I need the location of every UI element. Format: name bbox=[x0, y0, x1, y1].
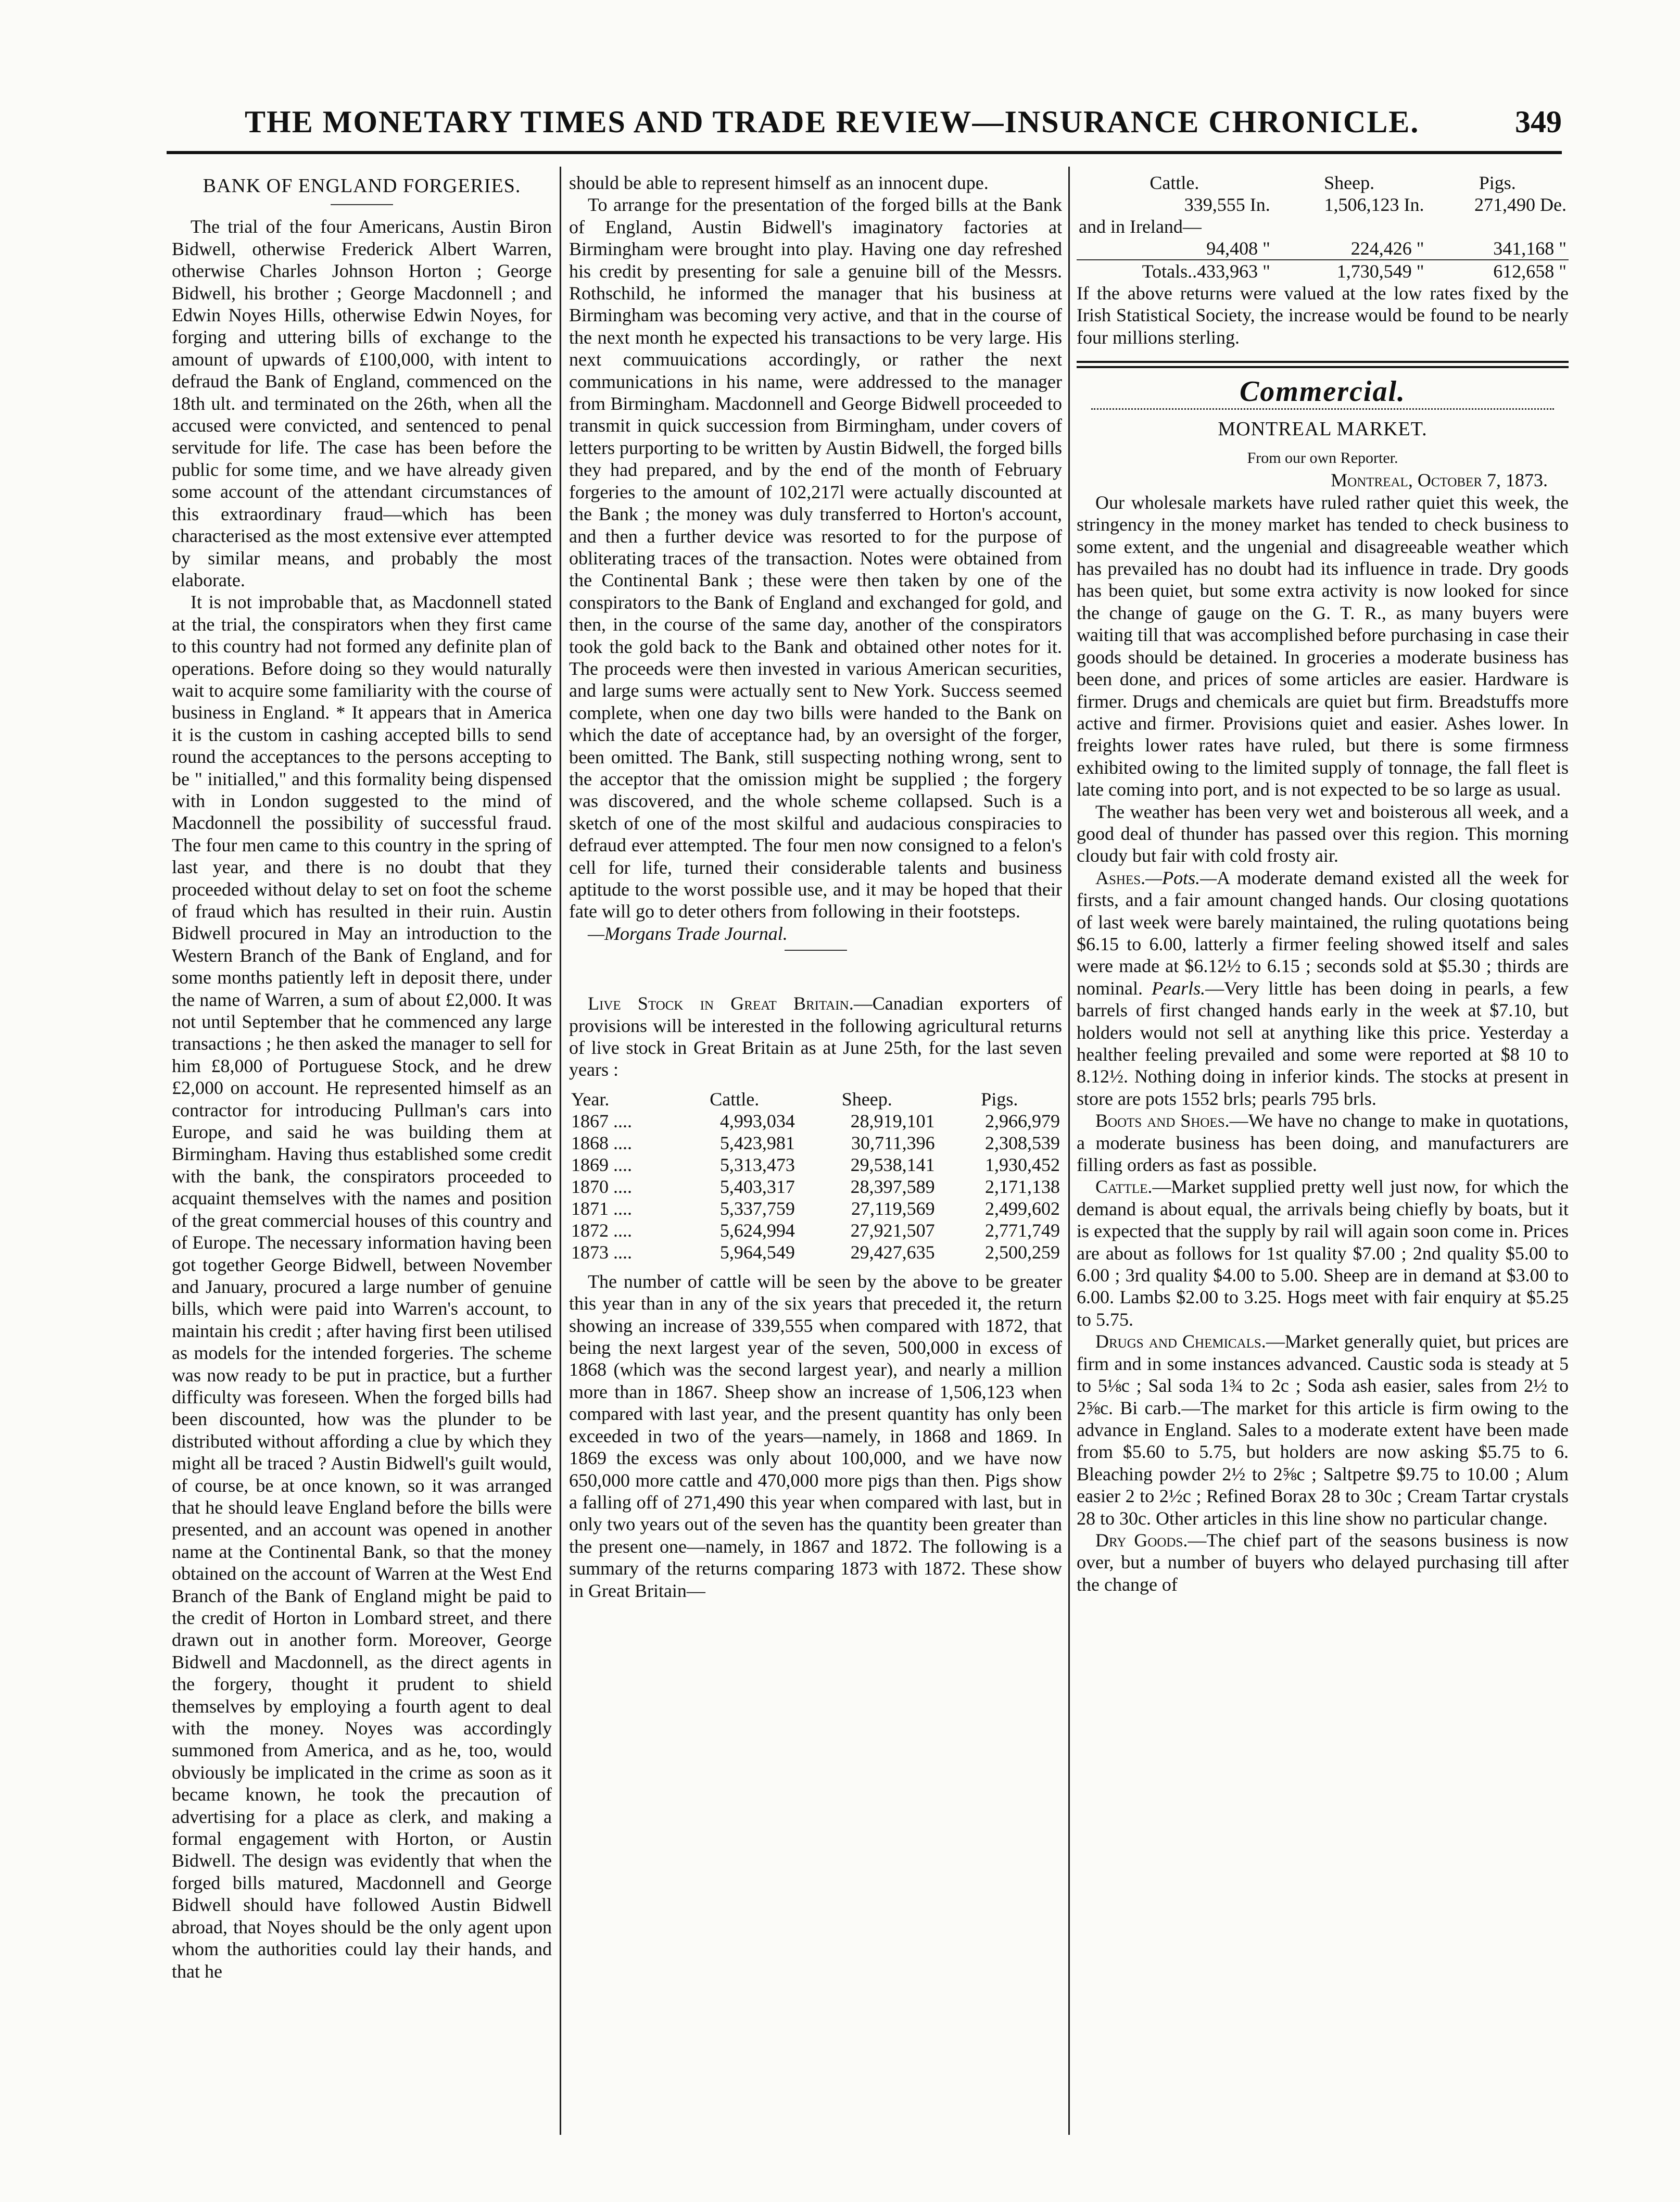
livestock-table-row bbox=[569, 1198, 1062, 1219]
totals-row bbox=[1077, 260, 1569, 282]
summary-row bbox=[1077, 237, 1569, 260]
summary-header-pigs: Pigs. bbox=[1479, 172, 1516, 193]
summary-cell: 341,168 " bbox=[1493, 238, 1567, 259]
summary-header-row bbox=[1077, 172, 1569, 194]
livestock-table-row bbox=[569, 1154, 1062, 1176]
column-rule-1 bbox=[560, 167, 561, 2135]
livestock-table-cell: 2,499,602 bbox=[985, 1198, 1060, 1219]
section-double-rule bbox=[1077, 361, 1569, 368]
livestock-intro: —Canadian exporters of provisions will be interested in the following agricultural returns of live stock in Great Britain as at June 25th, for the last seven years : bbox=[569, 993, 1062, 1080]
ireland-label: and in Ireland— bbox=[1079, 216, 1202, 237]
article-paragraph: To arrange for the presentation of the forged bills at the Bank of England, Austin Bidwell's imaginatory factories at Birmingham were brought into play. Having one day refreshed his credit by presenting for sale a genuine bill of the Messrs. Rothschild, he informed the manager that his business at Birmingham was becoming very active, and that in the course of the next month he expected his transactions to be very large. His next commuuications accordingly, or rather the next communications in his name, were addressed to the manager from Birmingham. Macdonnell and George Bidwell proceeded to transmit in quick succession from Birmingham, under covers of letters purporting to be written by Austin Bidwell, the forged bills they had prepared, and by the end of the month of February forgeries to the amount of 102,217l were actually discounted at the Bank ; the money was duly transferred to Horton's account, and then a further device was resorted to for the purpose of obliterating traces of the transaction. Notes were obtained from the Continental Bank ; these were then taken by one of the conspirators to the Bank of England and exchanged for gold, and then, in the course of the same day, another of the conspirators took the gold back to the Bank and obtained other notes for it. The proceeds were then invested in various American securities, and large sums were actually sent to New York. Success seemed complete, when one day two bills were handed to the Bank on which the date of acceptance had, by an oversight of the forger, been omitted. The Bank, still suspecting nothing wrong, sent to the acceptor that the omission might be supplied ; the forgery was discovered, and the whole scheme collapsed. Such is a sketch of one of the most skilful and audacious conspiracies to defraud ever attempted. The four men now consigned to a felon's cell for life, turned their considerable talents and business aptitude to the worst possible use, and it may be hoped that their fate will go to deter others from following in their footsteps. bbox=[569, 194, 1062, 922]
totals-cell: 612,658 " bbox=[1426, 260, 1569, 282]
livestock-table-cell: 2,500,259 bbox=[985, 1241, 1060, 1263]
livestock-table-row bbox=[569, 1241, 1062, 1263]
ashes-text: A moderate demand existed all the week for firsts, and a fair amount changed hands. Our closing quotations of last week were barely maintained, the ruling quotations being $6.15 to 6.00, latterly a firmer feeling showed itself and sales were made at $6.12½ to 6.15 ; seconds sold at $5.30 ; thirds are nominal. bbox=[1077, 867, 1569, 999]
livestock-table-row bbox=[569, 1110, 1062, 1132]
livestock-table-cell: 5,337,759 bbox=[719, 1198, 795, 1219]
livestock-table-cell: 1869 .... bbox=[571, 1154, 632, 1175]
livestock-table-row bbox=[569, 1219, 1062, 1241]
livestock-table-row bbox=[569, 1176, 1062, 1198]
drugs-text: —Market generally quiet, but prices are firm and in some instances advanced. Caustic soda is steady at 5 to 5⅛c ; Sal soda 1¾ to 2c ; Soda ash easier, sales from 2½ to 2⅝c. Bi carb.—The market for this article is firm owing to the advance in England. Sales to a moderate extent have been made from $5.60 to 5.75, but holders are now asking $5.75 to 6. Bleaching powder 2½ to 2⅝c ; Saltpetre $9.75 to 10.00 ; Alum easier 2 to 2½c ; Refined Borax 28 to 30c ; Cream Tartar crystals 28 to 30c. Other articles in this line show no particular change. bbox=[1077, 1331, 1569, 1529]
column-header-sheep: Sheep. bbox=[841, 1088, 892, 1110]
livestock-lead: Live Stock in Great Britain. bbox=[588, 993, 854, 1014]
cattle-lead: Cattle. bbox=[1095, 1176, 1153, 1198]
dry-goods-text: —The chief part of the seasons business is now over, but a number of buyers who delayed purchasing till after the change of bbox=[1077, 1529, 1569, 1595]
pearls-text: —Very little has been doing in pearls, a few barrels of first changed hands early in the week at $7.10, but holders would not sell at anything like this price. Yesterday a healther feeling prevailed and some were reported at $8 10 to 8.12½. Nothing doing in inferior kinds. The stocks at present in store are pots 1552 brls; pearls 795 brls. bbox=[1077, 977, 1569, 1109]
column-3 bbox=[1077, 172, 1569, 2130]
article-source bbox=[569, 923, 1062, 945]
summary-header-sheep: Sheep. bbox=[1324, 172, 1375, 193]
article-paragraph: It is not improbable that, as Macdonnell stated at the trial, the conspirators when they first came to this country had not formed any definite plan of operations. Before doing so they would naturally wait to acquire some familiarity with the course of business in England. * It appears that in America it is the custom in cashing accepted bills to send round the acceptances to the persons accepting to be " initialled," and this formality being dispensed with in London suggested to the mind of Macdonnell the possibility of successful fraud. The four men came to this country in the spring of last year, and there is no doubt that they proceeded without delay to set on foot the scheme of fraud which has resulted in their ruin. Austin Bidwell procured in May an introduction to the Western Branch of the Bank of England, and for some months patiently left in deposit there, under the name of Warren, a sum of about £2,000. It was not until September that he commenced any large transactions ; he then asked the manager to sell for him £8,000 of Portuguese Stock, and he drew £2,000 on account. He represented himself as an contractor for introducing Pullman's cars into Europe, and said he was building them at Birmingham. Having thus established some credit with the bank, the conspirators proceeded to acquaint themselves with the names and position of the great commercial houses of this country and of Europe. The necessary information having been got together George Bidwell, between November and January, procured a large number of genuine bills, which were paid into Warren's account, to maintain his credit ; after having first been utilised as models for the intended forgeries. The scheme was now ready to be put in practice, but a further difficulty was foreseen. When the forged bills had been discounted, how was the plunder to be distributed without affording a clue by which they might all be traced ? Austin Bidwell's guilt would, of course, be at once known, so it was arranged that he should leave England before the bills were presented, and an account was opened in another name at the Continental Bank, so that the money obtained on the account of Warren at the West End Branch of the Bank of England might be paid to the credit of Horton in Lombard street, and there drawn out in another form. Moreover, George Bidwell and Macdonnell, as the direct agents in the forgery, thought it prudent to shield themselves by employing a fourth agent to deal with the money. Noyes was accordingly summoned from America, and as he, too, would obviously be implicated in the crime as soon as it became known, he took the precaution of advertising for a place as clerk, and making a formal engagement with Horton, or Austin Bidwell. The design was evidently that when the forged bills matured, Macdonnell and George Bidwell should have followed Austin Bidwell abroad, that Noyes should be the only agent upon whom the authorities could lay their hands, and that he bbox=[172, 592, 552, 1982]
livestock-table-row bbox=[569, 1132, 1062, 1154]
livestock-table-cell: 27,921,507 bbox=[850, 1219, 935, 1241]
boots-text: —We have no change to make in quotations, a moderate business has been doing, and manufacturers are filling orders as fast as possible. bbox=[1077, 1110, 1569, 1176]
boots-paragraph bbox=[1077, 1110, 1569, 1176]
cattle-paragraph bbox=[1077, 1176, 1569, 1330]
livestock-table-cell: 28,919,101 bbox=[850, 1110, 935, 1131]
reporter-credit: From our own Reporter. bbox=[1247, 449, 1398, 467]
column-2 bbox=[569, 172, 1062, 2130]
header-rule bbox=[167, 151, 1562, 154]
dry-goods-lead: Dry Goods. bbox=[1095, 1529, 1188, 1551]
livestock-table-cell: 1867 .... bbox=[571, 1110, 632, 1131]
summary-cell: 271,490 De. bbox=[1474, 194, 1567, 215]
article-paragraph: Our wholesale markets have ruled rather quiet this week, the stringency in the money market has tended to check business to some extent, and the ungenial and disagreeable weather which has prevailed has no doubt had its influence in trade. Dry goods has been quiet, but some extra activity is now looked for since the change of gauge on the G. T. R., as many buyers were waiting till that was accomplished before purchasing in case their goods should be detained. In groceries a moderate business has been done, and prices of some articles are easier. Hardware is firmer. Drugs and chemicals are quiet but firm. Breadstuffs more active and firmer. Provisions quiet and easier. Ashes lower. In freights lower rates have ruled, but there is some firmness exhibited owing to the limited supply of tonnage, the fall fleet is late coming into port, and is not expected to be so large as usual. bbox=[1077, 492, 1569, 800]
livestock-table-cell: 1,930,452 bbox=[985, 1154, 1060, 1175]
livestock-table-cell: 5,403,317 bbox=[719, 1176, 795, 1197]
section-title: Commercial. bbox=[1239, 375, 1406, 408]
totals-cell: Totals..433,963 " bbox=[1077, 260, 1272, 282]
livestock-table-header bbox=[569, 1088, 1062, 1110]
column-header-cattle: Cattle. bbox=[710, 1088, 760, 1110]
article-heading: BANK OF ENGLAND FORGERIES. bbox=[203, 175, 521, 197]
livestock-table-cell: 1872 .... bbox=[571, 1219, 632, 1241]
livestock-table-cell: 27,119,569 bbox=[851, 1198, 935, 1219]
livestock-table-cell: 2,171,138 bbox=[985, 1176, 1060, 1197]
article-paragraph: should be able to represent himself as an innocent dupe. bbox=[569, 172, 989, 193]
summary-cell: 94,408 " bbox=[1206, 238, 1270, 259]
pearls-sub: Pearls. bbox=[1152, 977, 1206, 999]
summary-table bbox=[1077, 172, 1569, 282]
summary-cell: 224,426 " bbox=[1350, 238, 1424, 259]
running-head bbox=[156, 104, 1562, 151]
column-rule-2 bbox=[1068, 167, 1070, 2135]
livestock-table-cell: 1868 .... bbox=[571, 1132, 632, 1153]
livestock-table-cell: 2,308,539 bbox=[985, 1132, 1060, 1153]
livestock-table-cell: 5,313,473 bbox=[719, 1154, 795, 1175]
ornamental-rule bbox=[1091, 408, 1553, 410]
livestock-table-cell: 4,993,034 bbox=[719, 1110, 795, 1131]
livestock-table-cell: 1873 .... bbox=[571, 1241, 632, 1263]
boots-lead: Boots and Shoes. bbox=[1095, 1110, 1230, 1131]
article-paragraph: The weather has been very wet and boisterous all week, and a good deal of thunder has passed over this region. This morning cloudy but fair with cold frosty air. bbox=[1077, 801, 1569, 866]
livestock-table-cell: 2,966,979 bbox=[985, 1110, 1060, 1131]
page-number: 349 bbox=[1515, 105, 1562, 139]
ireland-label-row bbox=[1077, 216, 1569, 237]
summary-header-cattle: Cattle. bbox=[1150, 172, 1199, 193]
spacer bbox=[569, 961, 1062, 992]
ashes-sub: —Pots.— bbox=[1145, 867, 1217, 888]
livestock-table-cell: 5,964,549 bbox=[719, 1241, 795, 1263]
column-1 bbox=[172, 172, 552, 2130]
livestock-table-cell: 5,423,981 bbox=[719, 1132, 795, 1153]
livestock-table-cell: 28,397,589 bbox=[850, 1176, 935, 1197]
market-heading: MONTREAL MARKET. bbox=[1218, 418, 1428, 440]
livestock-table-cell: 1870 .... bbox=[571, 1176, 632, 1197]
drugs-paragraph bbox=[1077, 1330, 1569, 1529]
livestock-table-cell: 29,427,635 bbox=[850, 1241, 935, 1263]
livestock-table-cell: 30,711,396 bbox=[851, 1132, 935, 1153]
dry-goods-paragraph bbox=[1077, 1529, 1569, 1595]
totals-cell: 1,730,549 " bbox=[1272, 260, 1426, 282]
ashes-paragraph bbox=[1077, 867, 1569, 1110]
summary-cell: 1,506,123 In. bbox=[1324, 194, 1424, 215]
article-paragraph: The trial of the four Americans, Austin Biron Bidwell, otherwise Frederick Albert Warren, otherwise Charles Johnson Horton ; George Bidwell, his brother ; George Macdonnell ; and Edwin Noyes Hills, otherwise Edwin Noyes, for forging and uttering bills of exchange to the amount of upwards of £100,000, with intent to defraud the Bank of England, commenced on the 18th ult. and terminated on the 26th, when all the accused were convicted, and sentenced to penal servitude for life. The case has been before the public for some time, and we have already given some account of the attendant circumstances of this extraordinary fraud—which has been characterised as the most extensive ever attempted by similar means, and probably the most elaborate. bbox=[172, 216, 552, 590]
livestock-table-cell: 1871 .... bbox=[571, 1198, 632, 1219]
article-paragraph: The number of cattle will be seen by the above to be greater this year than in any of the six years that preceded it, the return showing an increase of 339,555 when compared with 1872, that being the next largest year of the seven, 500,000 in excess of 1868 (which was the second largest year), and nearly a million more than in 1867. Sheep show an increase of 1,506,123 when compared with last year, and the present quantity has only been exceeded in two of the years—namely, in 1868 and 1869. In 1869 the excess was only about 100,000, and we have now 650,000 more cattle and 470,000 more pigs than then. Pigs show a falling off of 271,490 this year when compared with last, but in only two years out of the seven has the quantity been greater than the present one—namely, in 1867 and 1872. The following is a summary of the returns comparing 1873 with 1872. These show in Great Britain— bbox=[569, 1270, 1062, 1601]
livestock-table-cell: 29,538,141 bbox=[850, 1154, 935, 1175]
livestock-table-cell: 2,771,749 bbox=[985, 1219, 1060, 1241]
drugs-lead: Drugs and Chemicals. bbox=[1095, 1331, 1266, 1352]
section-rule bbox=[785, 950, 847, 951]
summary-paragraph: If the above returns were valued at the low rates fixed by the Irish Statistical Society, the increase would be found to be nearly four millions sterling. bbox=[1077, 283, 1569, 348]
page-title: THE MONETARY TIMES AND TRADE REVIEW—INSURANCE CHRONICLE. bbox=[245, 105, 1420, 139]
livestock-table-body bbox=[569, 1110, 1062, 1263]
livestock-table-cell: 5,624,994 bbox=[719, 1219, 795, 1241]
cattle-text: —Market supplied pretty well just now, for which the demand is about equal, the arrivals being chiefly by boats, but it is expected that the supply by rail will again soon come in. Prices are about as follows for 1st quality $7.00 ; 2nd quality $5.00 to 6.00 ; 3rd quality $4.00 to 5.00. Sheep are in demand at $3.00 to 6.00. Lambs $2.00 to 3.25. Hogs meet with fair enquiry at $5.25 to 5.75. bbox=[1077, 1176, 1569, 1330]
livestock-table bbox=[569, 1088, 1062, 1263]
livestock-paragraph bbox=[569, 992, 1062, 1081]
heading-rule bbox=[331, 204, 393, 205]
column-header-year: Year. bbox=[571, 1088, 610, 1110]
summary-cell: 339,555 In. bbox=[1184, 194, 1270, 215]
ashes-lead: Ashes. bbox=[1095, 867, 1146, 888]
column-header-pigs: Pigs. bbox=[981, 1088, 1018, 1110]
source-citation: —Morgans Trade Journal. bbox=[588, 923, 788, 944]
dateline: Montreal, October 7, 1873. bbox=[1331, 470, 1548, 491]
summary-row bbox=[1077, 194, 1569, 216]
